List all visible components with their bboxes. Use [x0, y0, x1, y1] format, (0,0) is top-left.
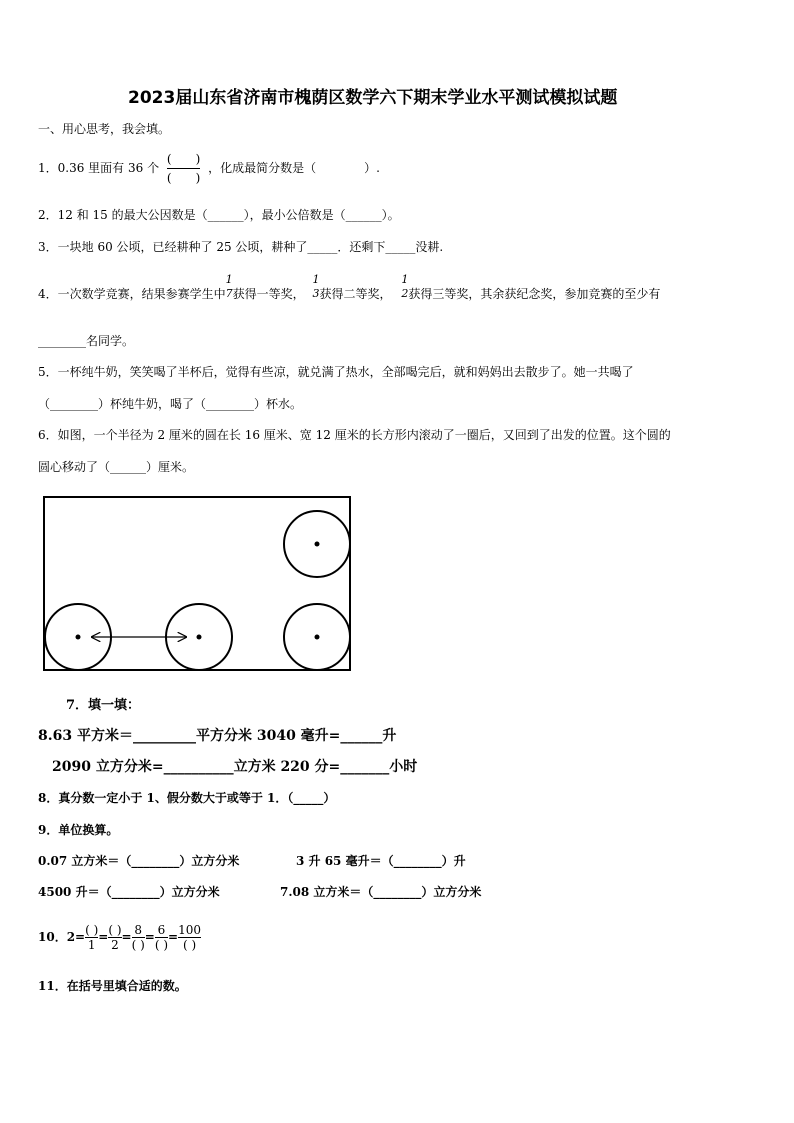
q10-f1-num: ( ): [85, 923, 99, 937]
question-6-line1: 6．如图，一个半径为 2 厘米的圆在长 16 厘米、宽 12 厘米的长方形内滚动了一圈后，又回到了出发的位置。这个圆的: [38, 428, 671, 442]
question-9b: 3 升 65 毫升＝（________）升: [296, 854, 466, 868]
circle-center-dot: [197, 635, 202, 640]
q10-f4-den: ( ): [154, 938, 169, 952]
question-9c: 4500 升＝（________）立方分米: [38, 885, 220, 899]
section-heading: 一、用心思考，我会填。: [38, 122, 171, 136]
q10-fraction-3: [132, 923, 145, 952]
q4-f1-num: 1: [225, 272, 233, 286]
q1-frac-num: ( ): [166, 152, 201, 166]
q4-text-1: 获得一等奖，: [232, 287, 305, 301]
q10-f4-num: 6: [157, 923, 166, 937]
question-10: [38, 917, 201, 957]
q4-f1-den: 7: [225, 286, 233, 300]
q10-f1-den: 1: [85, 937, 98, 952]
q10-eq: =: [168, 930, 179, 944]
q4-text-3: 获得三等奖，其余获纪念奖，参加竞赛的至少有: [408, 287, 661, 301]
question-4-line2: ________名同学。: [38, 334, 135, 348]
question-6-line2: 圆心移动了（______）厘米。: [38, 460, 195, 474]
q10-f2-den: 2: [108, 937, 121, 952]
q1-post: ，化成最简分数是（ ）.: [208, 161, 380, 175]
q6-figure: [40, 492, 360, 682]
question-9-heading: 9．单位换算。: [38, 823, 119, 837]
q4-pre: 4．一次数学竞赛，结果参赛学生中: [38, 287, 226, 301]
q10-fraction-1: [85, 923, 98, 952]
circle-center-dot: [315, 542, 320, 547]
q4-f2-den: 3: [312, 286, 320, 300]
q10-eq: =: [144, 930, 155, 944]
q10-f5-num: 100: [178, 923, 202, 937]
question-5-line2: （________）杯纯牛奶，喝了（________）杯水。: [38, 397, 303, 411]
question-7-line1: 8.63 平方米＝_________平方分米 3040 毫升=______升: [38, 728, 397, 744]
q4-fraction-1: [226, 273, 233, 301]
q10-f3-den: ( ): [131, 938, 145, 952]
q10-eq: =: [98, 930, 109, 944]
question-8: 8．真分数一定小于 1、假分数大于或等于 1．（_____）: [38, 791, 336, 805]
q10-fraction-2: [108, 923, 121, 952]
question-11: 11．在括号里填合适的数。: [38, 979, 187, 993]
question-2: 2．12 和 15 的最大公因数是（______），最小公倍数是（______）。: [38, 208, 400, 222]
question-7-line2: 2090 立方分米=__________立方米 220 分=_______小时: [52, 759, 418, 775]
question-4: [38, 274, 660, 314]
q10-f2-num: ( ): [108, 923, 122, 937]
q10-fraction-4: [155, 923, 168, 952]
q10-fraction-5: [178, 923, 201, 952]
q4-fraction-3: [401, 273, 408, 301]
circle-center-dot: [315, 635, 320, 640]
q4-fraction-2: [312, 273, 319, 301]
question-5-line1: 5．一杯纯牛奶，笑笑喝了半杯后，觉得有些凉，就兑满了热水，全部喝完后，就和妈妈出去散步了。她一共喝了: [38, 365, 634, 379]
q10-f5-den: ( ): [178, 937, 201, 952]
question-3: 3．一块地 60 公顷，已经耕种了 25 公顷，耕种了_____．还剩下_____没耕.: [38, 240, 444, 254]
q1-frac-den: ( ): [167, 168, 200, 187]
circle-center-dot: [76, 635, 81, 640]
q10-eq: =: [121, 930, 132, 944]
question-1: [38, 148, 380, 188]
question-9d: 7.08 立方米＝（________）立方分米: [280, 885, 482, 899]
q1-pre: 1．0.36 里面有 36 个: [38, 161, 160, 175]
q4-f3-den: 2: [401, 286, 409, 300]
q4-f3-num: 1: [401, 272, 409, 286]
q4-text-2: 获得二等奖，: [319, 287, 392, 301]
question-7-heading: 7．填一填：: [66, 698, 141, 713]
q10-f3-num: 8: [134, 923, 143, 937]
q10-pre: 10．2=: [38, 930, 86, 944]
q1-fraction: [167, 150, 200, 187]
question-9a: 0.07 立方米＝（________）立方分米: [38, 854, 240, 868]
rectangle: [44, 497, 350, 670]
page-title: 2023届山东省济南市槐荫区数学六下期末学业水平测试模拟试题: [128, 88, 618, 108]
q4-f2-num: 1: [312, 272, 320, 286]
